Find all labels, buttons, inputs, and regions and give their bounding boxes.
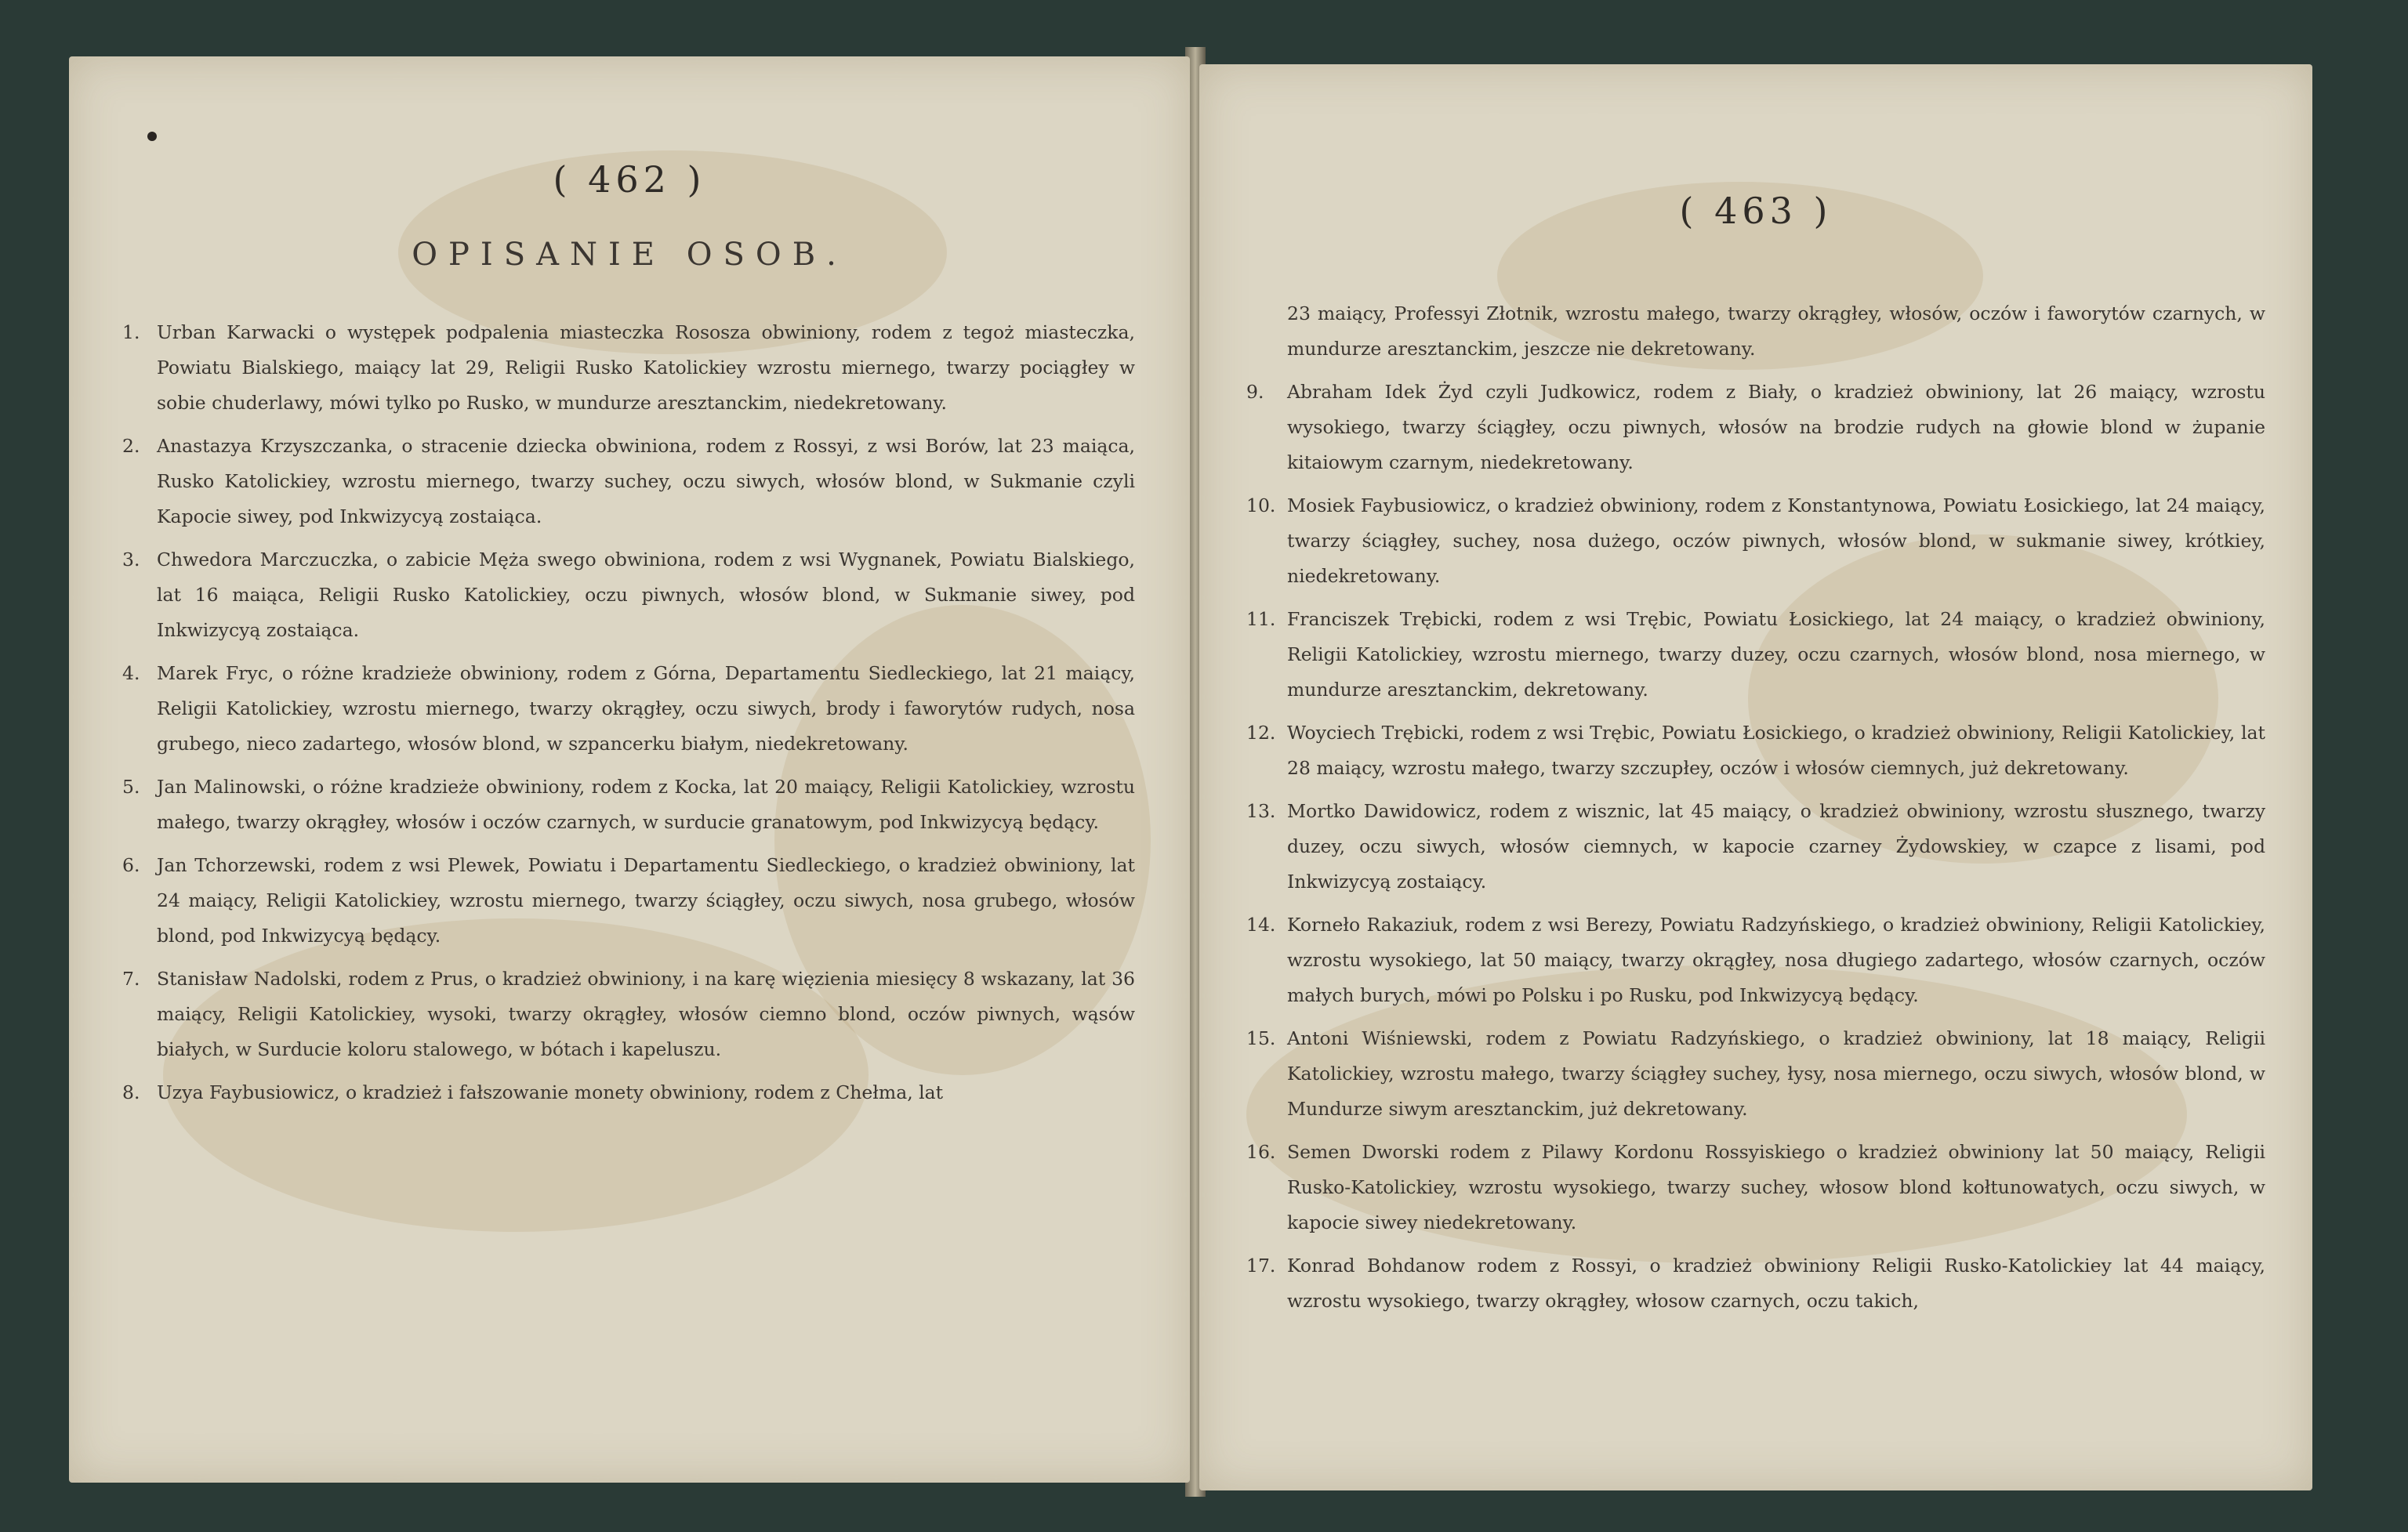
list-item xyxy=(1199,907,2312,1013)
entry-text: Semen Dworski rodem z Pilawy Kordonu Rossyiskiego o kradzież obwiniony lat 50 maiący, Religii Rusko-Katolickiey, wzrostu wysokiego, twarzy suchey, włosow blond kołtunowatych, oczu siwych, w kapocie siwey niedekretowany. xyxy=(1287,1141,2265,1233)
list-item xyxy=(1199,794,2312,900)
list-item xyxy=(69,770,1190,840)
entry-number: 12. xyxy=(1246,722,1276,744)
entry-text: Woyciech Trębicki, rodem z wsi Trębic, Powiatu Łosickiego, o kradzież obwiniony, Religii Katolickiey, lat 28 maiący, wzrostu małego, twarzy szczupłey, oczów i włosów ciemnych, już dekretowany. xyxy=(1287,722,2265,779)
entry-number: 5. xyxy=(122,776,140,798)
entry-number: 10. xyxy=(1246,494,1276,516)
entry-text: Mosiek Faybusiowicz, o kradzież obwiniony, rodem z Konstantynowa, Powiatu Łosickiego, lat 24 maiący, twarzy ściągłey, suchey, nosa dużego, oczów piwnych, włosów blond, w sukmanie siwey, krótkiey, niedekretowany. xyxy=(1287,494,2265,587)
entry-text: Abraham Idek Żyd czyli Judkowicz, rodem z Biały, o kradzież obwiniony, lat 26 maiący, wzrostu wysokiego, twarzy ściągłey, oczu piwnych, włosów na brodzie rudych na głowie blond w żupanie kitaiowym czarnym, niedekretowany. xyxy=(1287,381,2265,473)
entry-number: 7. xyxy=(122,968,140,990)
entry-number: 15. xyxy=(1246,1027,1276,1049)
right-page xyxy=(1199,64,2312,1490)
entry-number: 2. xyxy=(122,435,140,457)
entry-text: Franciszek Trębicki, rodem z wsi Trębic, Powiatu Łosickiego, lat 24 maiący, o kradzież obwiniony, Religii Katolickiey, wzrostu miernego, twarzy duzey, oczu czarnych, włosów blond, nosa miernego, w mundurze aresztanckim, dekretowany. xyxy=(1287,608,2265,701)
entry-number: 11. xyxy=(1246,608,1276,630)
entry-number: 17. xyxy=(1246,1255,1276,1277)
continuation-text: 23 maiący, Professyi Złotnik, wzrostu małego, twarzy okrągłey, włosów, oczów i faworytów czarnych, w mundurze aresztanckim, jeszcze nie dekretowany. xyxy=(1287,302,2265,360)
page-number: ( 463 ) xyxy=(1679,190,1833,232)
list-item xyxy=(1199,715,2312,786)
page-number: ( 462 ) xyxy=(553,158,706,201)
ink-dot xyxy=(147,132,157,141)
entry-text: Antoni Wiśniewski, rodem z Powiatu Radzyńskiego, o kradzież obwiniony, lat 18 maiący, Religii Katolickiey, wzrostu małego, twarzy ściągłey suchey, łysy, nosa miernego, oczu siwych, włosów blond, w Mundurze siwym aresztanckim, już dekretowany. xyxy=(1287,1027,2265,1120)
entry-number: 3. xyxy=(122,549,140,570)
entry-text: Uzya Faybusiowicz, o kradzież i fałszowanie monety obwiniony, rodem z Chełma, lat xyxy=(157,1081,944,1103)
list-item xyxy=(1199,602,2312,708)
entry-number: 1. xyxy=(122,321,140,343)
list-item xyxy=(69,848,1190,954)
entry-text: Urban Karwacki o występek podpalenia miasteczka Rososza obwiniony, rodem z tegoż miasteczka, Powiatu Bialskiego, maiący lat 29, Religii Rusko Katolickiey wzrostu miernego, twarzy pociągłey w sobie chuderlawy, mówi tylko po Rusko, w mundurze aresztanckim, niedekretowany. xyxy=(157,321,1135,414)
page-title: OPISANIE OSOB. xyxy=(412,237,847,273)
list-item xyxy=(1199,1135,2312,1240)
entry-text: Anastazya Krzyszczanka, o stracenie dziecka obwiniona, rodem z Rossyi, z wsi Borów, lat 23 maiąca, Rusko Katolickiey, wzrostu miernego, twarzy suchey, oczu siwych, włosów blond, w Sukmanie czyli Kapocie siwey, pod Inkwizycyą zostaiąca. xyxy=(157,435,1135,527)
entry-text: Jan Malinowski, o różne kradzieże obwiniony, rodem z Kocka, lat 20 maiący, Religii Katolickiey, wzrostu małego, twarzy okrągłey, włosów i oczów czarnych, w surducie granatowym, pod Inkwizycyą będący. xyxy=(157,776,1135,833)
entry-text: Jan Tchorzewski, rodem z wsi Plewek, Powiatu i Departamentu Siedleckiego, o kradzież obwiniony, lat 24 maiący, Religii Katolickiey, wzrostu miernego, twarzy ściągłey, oczu siwych, nosa grubego, włosów blond, pod Inkwizycyą będący. xyxy=(157,854,1135,947)
list-item xyxy=(1199,488,2312,594)
entry-list xyxy=(69,315,1190,1118)
list-item xyxy=(69,1075,1190,1110)
left-page xyxy=(69,56,1190,1483)
list-item xyxy=(1199,1248,2312,1319)
list-item xyxy=(69,429,1190,534)
entry-text: Marek Fryc, o różne kradzieże obwiniony, rodem z Górna, Departamentu Siedleckiego, lat 21 maiący, Religii Katolickiey, wzrostu miernego, twarzy okrągłey, oczu siwych, brody i faworytów rudych, nosa grubego, nieco zadartego, włosów blond, w szpancerku białym, niedekretowany. xyxy=(157,662,1135,755)
list-item xyxy=(69,542,1190,648)
list-item xyxy=(69,962,1190,1067)
entry-number: 8. xyxy=(122,1081,140,1103)
entry-number: 13. xyxy=(1246,800,1276,822)
entry-number: 14. xyxy=(1246,914,1276,936)
entry-text: Korneło Rakaziuk, rodem z wsi Berezy, Powiatu Radzyńskiego, o kradzież obwiniony, Religii Katolickiey, wzrostu wysokiego, lat 50 maiący, twarzy okrągłey, nosa długiego zadartego, włosów czarnych, oczów małych burych, mówi po Polsku i po Rusku, pod Inkwizycyą będący. xyxy=(1287,914,2265,1006)
entry-text: Mortko Dawidowicz, rodem z wisznic, lat 45 maiący, o kradzież obwiniony, wzrostu słusznego, twarzy duzey, oczu siwych, włosów ciemnych, w kapocie czarney Żydowskiey, w czapce z lisami, pod Inkwizycyą zostaiący. xyxy=(1287,800,2265,893)
entry-number: 4. xyxy=(122,662,140,684)
entry-number: 9. xyxy=(1246,381,1264,403)
list-item xyxy=(1199,1021,2312,1127)
list-item xyxy=(69,656,1190,762)
entry-text: Stanisław Nadolski, rodem z Prus, o kradzież obwiniony, i na karę więzienia miesięcy 8 wskazany, lat 36 maiący, Religii Katolickiey, wysoki, twarzy okrągłey, włosów ciemno blond, oczów piwnych, wąsów białych, w Surducie koloru stalowego, w bótach i kapeluszu. xyxy=(157,968,1135,1060)
list-item xyxy=(1199,375,2312,480)
entry-number: 16. xyxy=(1246,1141,1276,1163)
entry-number: 6. xyxy=(122,854,140,876)
entry-text: Konrad Bohdanow rodem z Rossyi, o kradzież obwiniony Religii Rusko-Katolickiey lat 44 maiący, wzrostu wysokiego, twarzy okrągłey, włosow czarnych, oczu takich, xyxy=(1287,1255,2265,1312)
entry-text: Chwedora Marczuczka, o zabicie Męża swego obwiniona, rodem z wsi Wygnanek, Powiatu Bialskiego, lat 16 maiąca, Religii Rusko Katolickiey, oczu piwnych, włosów blond, w Sukmanie siwey, pod Inkwizycyą zostaiąca. xyxy=(157,549,1135,641)
list-item xyxy=(69,315,1190,421)
entry-list xyxy=(1199,296,2312,1327)
